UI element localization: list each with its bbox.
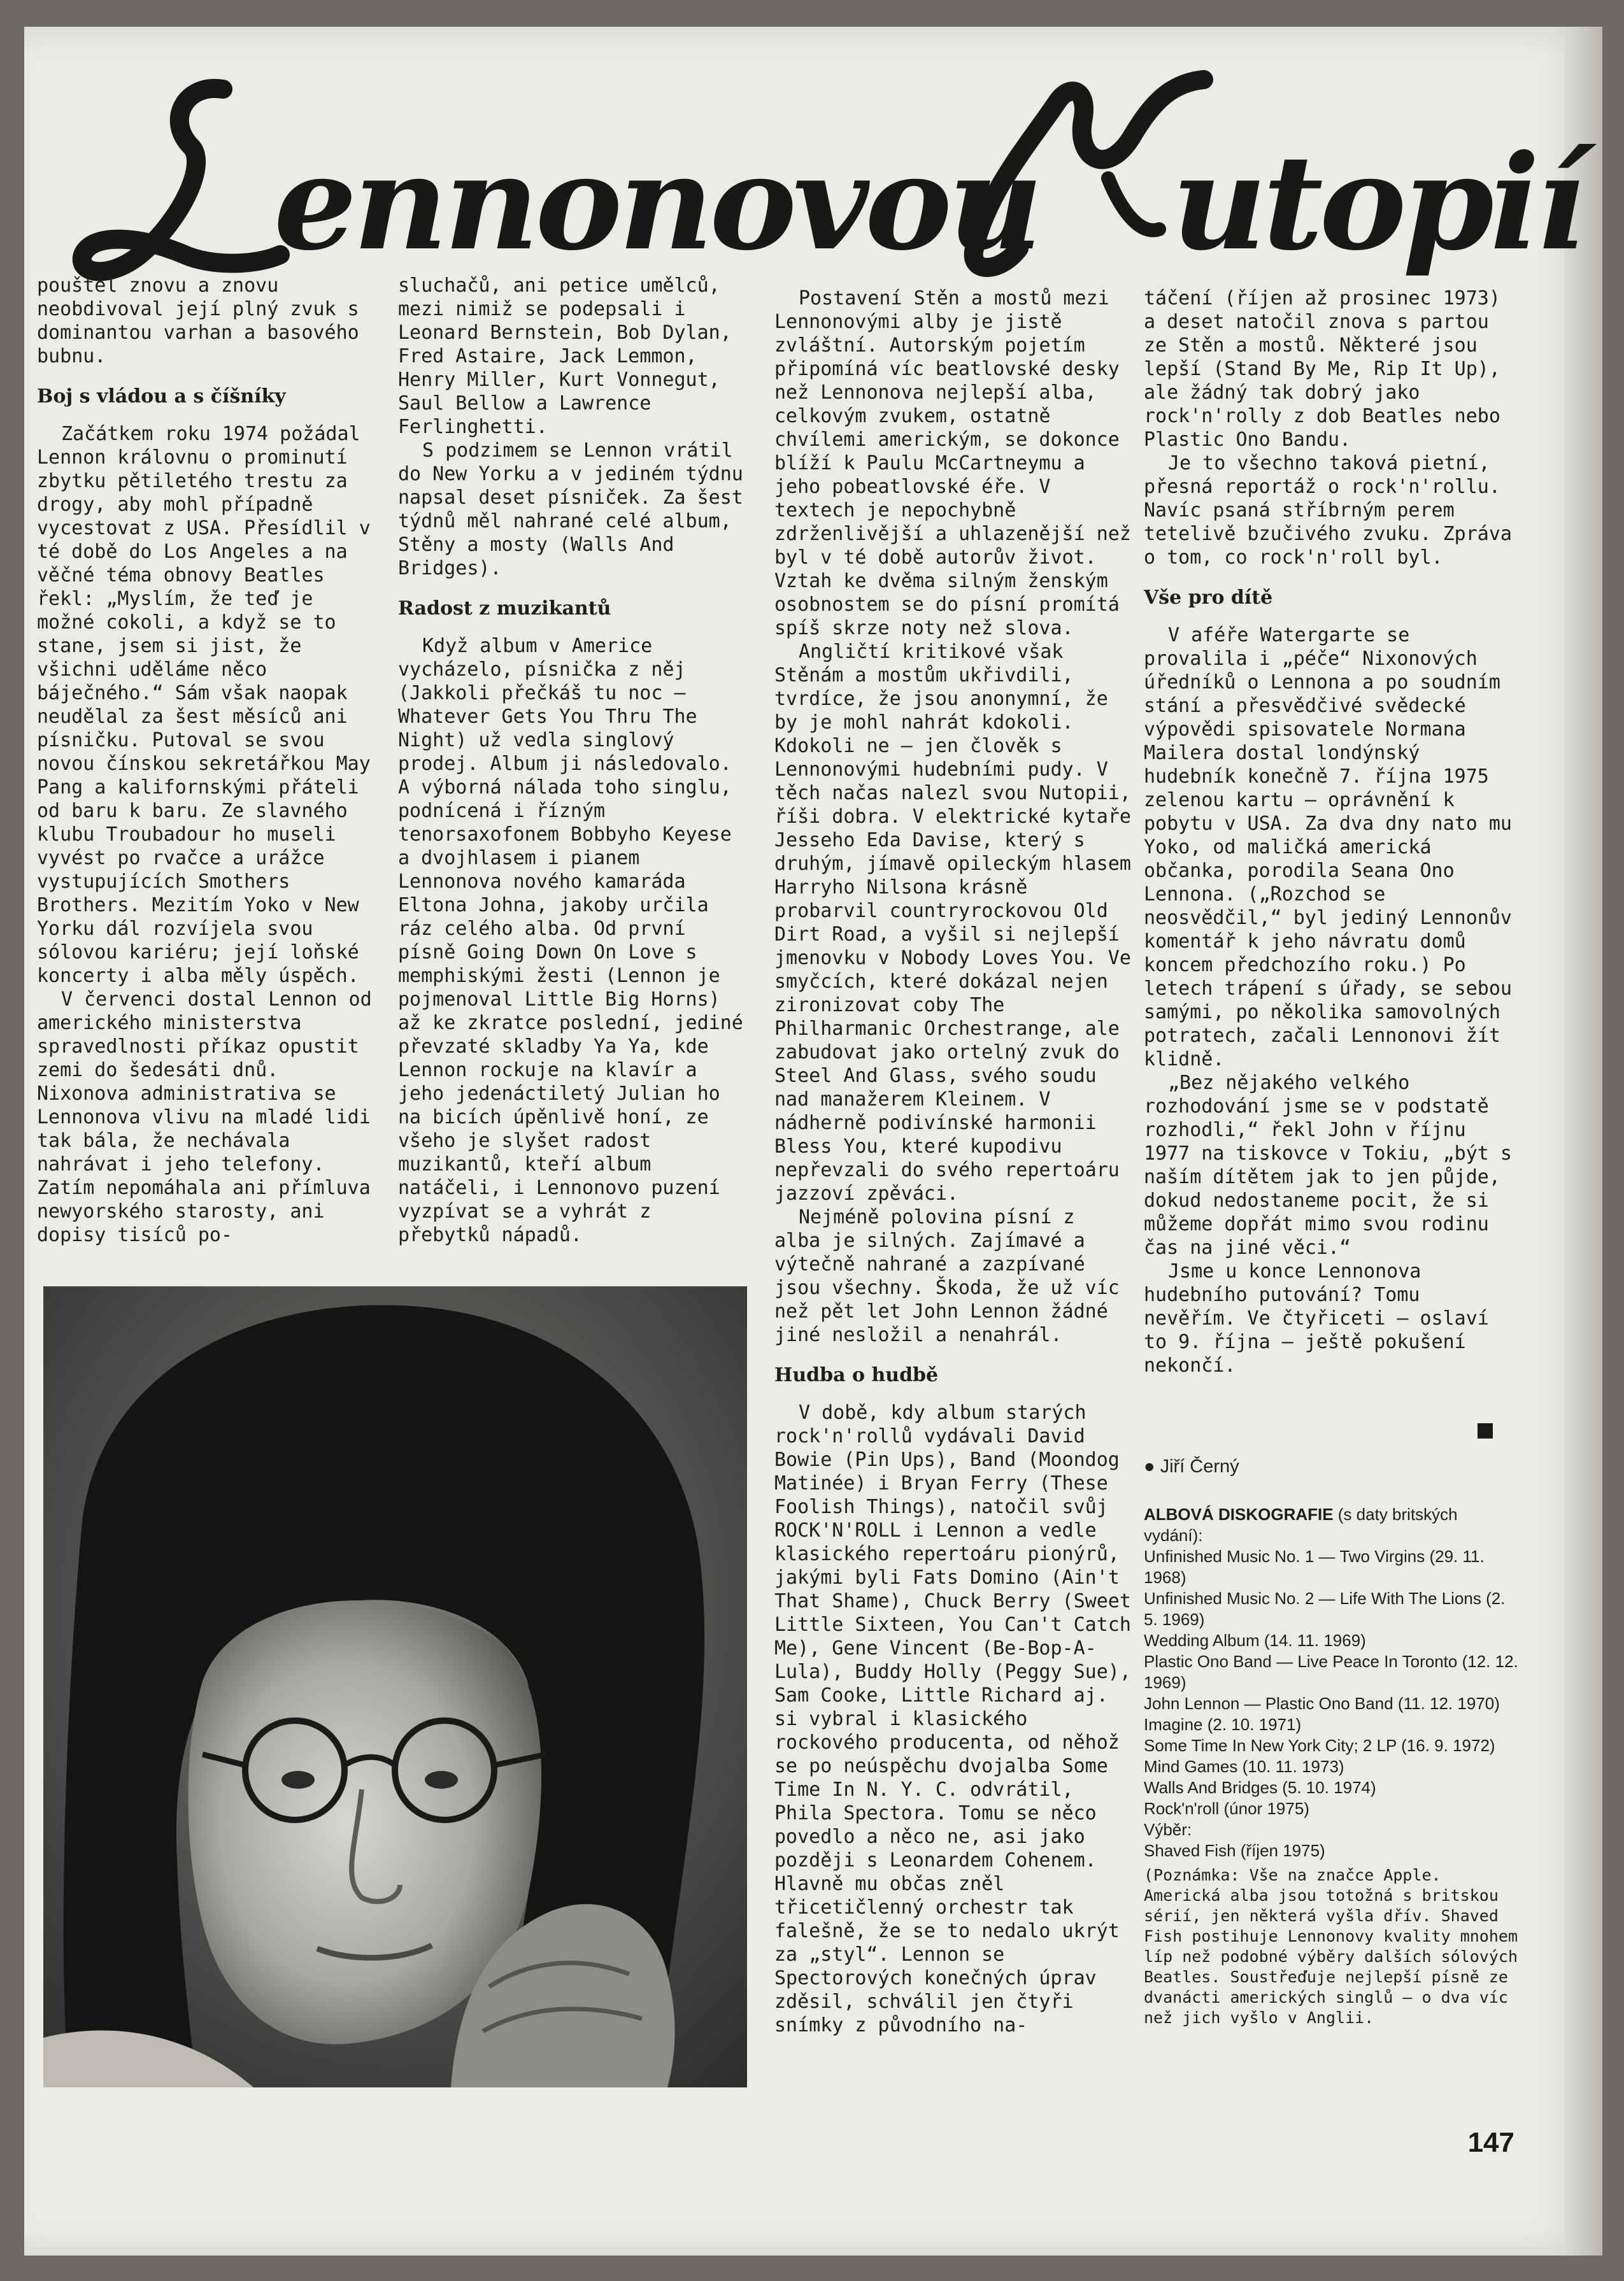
discography-item: Shaved Fish (říjen 1975) [1144,1841,1325,1860]
article-end-mark [1478,1423,1493,1439]
portrait-photo [43,1286,747,2087]
column-1 [37,274,381,1247]
col1-paragraph: pouštěl znovu a znovu neobdivoval její plný zvuk s dominantou varhan a basového bubnu. [37,274,359,367]
discography-item: Imagine (2. 10. 1971) [1144,1715,1302,1734]
discography-note: (Poznámka: Vše na značce Apple. Americká alba jsou totožná s britskou sérií, jen některá vyšla dřív. Shaved Fish postihuje Lennonovy kvality mnohem líp než podobné výběry dalších sólových Beatles. Soustřeďuje nejlepší písně ze dvanácti amerických singlů — o dva víc než jich vyšlo v Anglii. [1144,1866,1518,2027]
column-2 [398,274,745,1247]
discography-item: Some Time In New York City; 2 LP (16. 9. 1972) [1144,1736,1495,1755]
col3-paragraph: Angličtí kritikové však Stěnám a mostům ukřivdili, tvrdíce, že jsou anonymní, že by je mohl nahrát kdokoli. Kdokoli ne — jen člověk s Lennonovými hudebními pudy. V těch načas nalezl svou Nutopii, říši dobra. V elektrické kytaře Jesseho Eda Davise, který s druhým, jímavě opileckým hlasem Harryho Nilsona krásně probarvil countryrockovou Old Dirt Road, a vyšil si nejlepší jmenovku v Nobody Loves You. Ve smyčcích, které dokázal nejen zironizovat coby The Philharmanic Orchestrange, ale zabudovat jako ortelný zvuk do Steel And Glass, svého soudu nad manažerem Kleinem. V nádherně podivínské harmonii Bless You, které kupodivu nepřevzali do svého repertoáru jazzoví zpěváci. [774,641,1131,1205]
svg-text:utopií: utopií [1172,127,1582,280]
col4-paragraph: Je to všechno taková pietní, přesná reportáž o rock'n'rollu. Navíc psaná stříbrným perem tetelivě bzučivého zvuku. Zpráva o tom, co rock'n'roll byl. [1144,452,1512,569]
column-3 [774,287,1131,2037]
col4-subheading: Vše pro dítě [1144,586,1273,609]
author-byline [1144,1456,1462,1477]
magazine-page [24,27,1597,2256]
discography-item: Wedding Album (14. 11. 1969) [1144,1631,1366,1650]
bullet-icon: ● [1144,1456,1160,1477]
discography-heading-note: (s daty britských vydání): [1144,1505,1458,1545]
discography-item: Výběr: [1144,1820,1192,1839]
col1-paragraph: Začátkem roku 1974 požádal Lennon královnu o prominutí zbytku pětiletého trestu za drogy, aby mohl případně vycestovat z USA. Přesídlil v té době do Los Angeles a na věčné téma obnovy Beatles řekl: „Myslím, že teď je možné cokoli, a když se to stane, jsem si jist, že všichni uděláme něco báječného.“ Sám však naopak neudělal za šest měsíců ani písničku. Putoval se svou novou čínskou sekretářkou May Pang a kalifornskými přáteli od baru k baru. Ze slavného klubu Troubadour ho museli vyvést po rvačce a urážce vystupujících Smothers Brothers. Mezitím Yoko v New Yorku dál rozvíjela svou sólovou kariéru; její loňské koncerty i alba měly úspěch. [37,423,371,987]
discography-box [1144,1479,1520,2044]
col2-paragraph: Když album v Americe vycházelo, písnička z něj (Jakkoli přečkáš tu noc — Whatever Gets You Thru The Night) už vedla singlový prodej. Album ji následovalo. A výborná nálada toho singlu, podnícená i řízným tenorsaxofonem Bobbyho Keyese a dvojhlasem i pianem Lennonova nového kamaráda Eltona Johna, jakoby určila ráz celého alba. Od první písně Going Down On Love s memphiskými žesti (Lennon je pojmenoval Little Big Horns) až ke zkratce poslední, jediné převzaté skladby Ya Ya, kde Lennon rockuje na klavír a jeho jedenáctiletý Julian ho na bicích úpěnlivě honí, ze všeho je slyšet radost muzikantů, kteří album natáčeli, i Lennonovo puzení vyzpívat se a vyhrát z přebytků nápadů. [398,635,743,1246]
col4-paragraph: V aféře Watergarte se provalila i „péče“ Nixonových úředníků o Lennona a po soudním stání a přesvědčivé svědecké výpovědi spisovatele Normana Mailera dostal londýnský hudebník konečně 7. října 1975 zelenou kartu — oprávnění k pobytu v USA. Za dva dny nato mu Yoko, od maličká americká občanka, porodila Seana Ono Lennona. („Rozchod se neosvědčil,“ byl jediný Lennonův komentář k jeho návratu domů koncem předchozího roku.) Po letech trápení s úřady, se sebou samými, po několika samovolných potratech, začali Lennonovi žít klidně. [1144,624,1512,1070]
col3-paragraph: Nejméně polovina písní z alba je silných. Zajímavé a výtečně nahrané a zazpívané jsou všechny. Škoda, že už víc než pět let John Lennon žádné jiné nesložil a nenahrál. [774,1206,1120,1346]
col3-subheading: Hudba o hudbě [774,1364,939,1386]
col2-subheading: Radost z muzikantů [398,597,611,620]
col4-paragraph: „Bez nějakého velkého rozhodování jsme se v podstatě rozhodli,“ řekl John v říjnu 1977 na tiskovce v Tokiu, „být s naším dítětem jak to jen půjde, dokud nedostaneme pocit, že si můžeme dopřát mimo svou rodinu čas na jiné věci.“ [1144,1072,1512,1259]
col1-subheading: Boj s vládou a s číšníky [37,385,286,408]
col2-paragraph: S podzimem se Lennon vrátil do New Yorku a v jediném týdnu napsal deset písniček. Za šest týdnů měl nahrané celé album, Stěny a mosty (Walls And Bridges). [398,439,743,579]
discography-item: Mind Games (10. 11. 1973) [1144,1757,1344,1776]
discography-heading: ALBOVÁ DISKOGRAFIE [1144,1505,1334,1524]
col2-paragraph: sluchačů, ani petice umělců, mezi nimiž se podepsali i Leonard Bernstein, Bob Dylan, Fred Astaire, Jack Lemmon, Henry Miller, Kurt Vonnegut, Saul Bellow a Lawrence Ferlinghetti. [398,274,732,438]
author-name: Jiří Černý [1160,1456,1239,1477]
discography-item: Rock'n'roll (únor 1975) [1144,1799,1309,1818]
col3-paragraph: V době, kdy album starých rock'n'rollů vydávali David Bowie (Pin Ups), Band (Moondog Matinée) i Bryan Ferry (These Foolish Things), natočil svůj ROCK'N'ROLL i Lennon a vedle klasického repertoáru pionýrů, jakými byli Fats Domino (Ain't That Shame), Chuck Berry (Sweet Little Sixteen, You Can't Catch Me), Gene Vincent (Be-Bop-A-Lula), Buddy Holly (Peggy Sue), Sam Cooke, Little Richard aj. si vybral i klasického rockového producenta, od něhož se po neúspěchu dvojalba Some Time In N. Y. C. odvrátil, Phila Spectora. Tomu se něco povedlo a něco ne, asi jako později s Leonardem Cohenem. Hlavně mu občas zněl třicetičlenný orchestr tak falešně, že se to nedalo ukrýt za „styl“. Lennon se Spectorových konečných úprav zděsil, schválil jen čtyři snímky z původního na- [774,1402,1131,2036]
col3-paragraph: Postavení Stěn a mostů mezi Lennonovými alby je jistě zvláštní. Autorským pojetím připomíná víc beatlovské desky než Lennonova nejlepší alba, celkovým zvukem, ostatně chvílemi americkým, se dokonce blíží k Paulu McCartneymu a jeho pobeatlovské éře. V textech je nepochybně zdrženlivější a uhlazenější než byl v té době autorův život. Vztah ke dvěma silným ženským osobnostem se do písní promítá spíš skrze noty než slova. [774,287,1131,639]
page-spine-shadow [1564,27,1602,2256]
col4-paragraph: Jsme u konce Lennonova hudebního putování? Tomu nevěřím. Ve čtyřiceti — oslaví to 9. října — ještě pokušení nekončí. [1144,1260,1489,1377]
discography-item: Unfinished Music No. 2 — Life With The Lions (2. 5. 1969) [1144,1589,1506,1629]
discography-item: Plastic Ono Band — Live Peace In Toronto (12. 12. 1969) [1144,1652,1518,1692]
portrait-photo-image [43,1286,747,2087]
column-4 [1144,287,1513,1377]
col4-paragraph: táčení (říjen až prosinec 1973) a deset natočil znova s partou ze Stěn a mostů. Některé jsou lepší (Stand By Me, Rip It Up), ale žádný tak dobrý jako rock'n'rolly z dob Beatles nebo Plastic Ono Bandu. [1144,287,1500,451]
svg-text:ennonovou: ennonovou [274,127,1039,280]
discography-item: Unfinished Music No. 1 — Two Virgins (29. 11. 1968) [1144,1547,1485,1587]
headline-logo [64,64,1582,293]
discography-item: John Lennon — Plastic Ono Band (11. 12. 1970) [1144,1694,1500,1713]
col1-paragraph: V červenci dostal Lennon od amerického ministerstva spravedlnosti příkaz opustit zemi do šedesáti dnů. Nixonova administrativa se Lennonova vlivu na mladé lidi tak bála, že nechávala nahrávat i jeho telefony. Zatím nepomáhala ani přímluva newyorského starosty, ani dopisy tisíců po- [37,988,372,1246]
page-number: 147 [1467,2127,1514,2158]
discography-item: Walls And Bridges (5. 10. 1974) [1144,1778,1376,1797]
